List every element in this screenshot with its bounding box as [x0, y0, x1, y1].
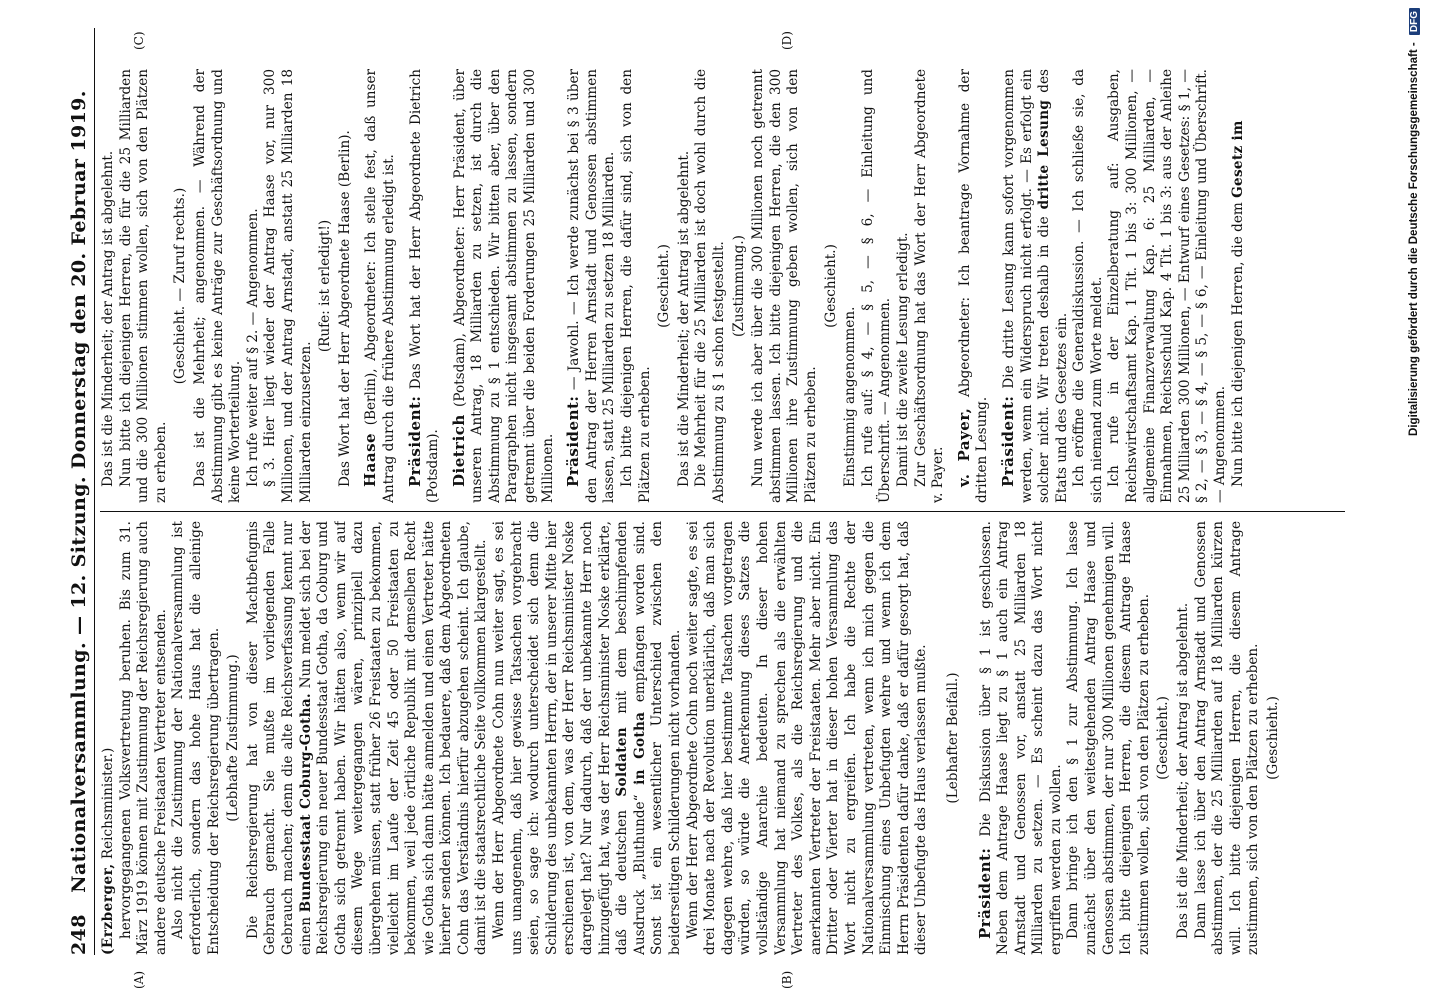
left-p9: Dann lasse ich über den Antrag Arnstadt und Genossen abstimmen, der die 25 Milliarden auf 18 Milliarden kürzen will. Ich bitte diejenigen Herren, die diesem Antrage zustimmen, sich von den Plätzen zu erheben. — [1192, 521, 1262, 955]
reaction: (Rufe: ist erledigt!) — [317, 219, 334, 353]
page-number: 248 — [68, 914, 90, 955]
page-content — [0, 28, 1380, 989]
right-p14: Nun werde ich aber über die 300 Millionen noch getrennt abstimmen lassen. Ich bitte diejenigen Herren, die den 300 Millionen ihre Zustimmung geben wollen, sich von den Plätzen zu erheben. — [750, 69, 819, 503]
right-p19-text: Abgeordneter: Ich beantrage Vornahme der dritten Lesung. — [956, 69, 991, 503]
left-p1 — [100, 521, 118, 955]
left-p3 — [245, 521, 491, 955]
right-p19 — [956, 69, 992, 503]
right-p12: Das ist die Minderheit; der Antrag ist abgelehnt. — [675, 150, 692, 487]
right-p21: Ich eröffne die Generaldiskussion. — Ich schließe sie, da sich niemand zum Worte meldet. — [1071, 69, 1105, 503]
right-p7 — [362, 69, 398, 503]
reaction: (Lebhafte Zustimmung.) — [225, 654, 242, 822]
right-p17: Damit ist die zweite Lesung erledigt. — [894, 232, 911, 487]
reaction: (Geschieht.) — [822, 244, 839, 328]
running-head — [68, 28, 94, 955]
right-p20-text: Die dritte Lesung kann sofort vorgenommen werden, wenn ein Widerspruch nicht erfolgt. — Es erfolgt ein solcher nicht. Wir treten deshalb in die — [1000, 69, 1053, 503]
left-p1-text: hervorgegangenen Volksvertretung beruhen. Bis zum 31. März 1919 können mit Zustimmung der Reichsregierung auch andere deutsche Freistaaten Vertreter entsenden. — [117, 521, 169, 955]
speaker-dietrich: Dietrich — [449, 414, 468, 487]
dritte-lesung-bold: dritte Lesung — [1036, 99, 1053, 210]
margin-mark-b: (B) — [780, 970, 794, 989]
dfg-logo: DFG — [1409, 8, 1420, 35]
right-p4: Ich rufe weiter auf § 2. — Angenommen. — [244, 208, 261, 487]
left-p6-text: Die Diskussion über § 1 ist geschlossen. Neben dem Antrage Haase liegt zu § 1 auch ein Antrag Arnstadt und Genossen vor, anstatt 25 Milliarden 18 Milliarden zu setzen. — Es scheint dazu das Wort nicht ergriffen werden zu wollen. — [977, 521, 1064, 955]
right-p5: § 3. Hier liegt wieder der Antrag Haase vor, nur 300 Millionen, und der Antrag Arnstadt, anstatt 25 Milliarden 18 Milliarden einzusetzen. — [262, 69, 314, 503]
right-p23-pre: Nun bitte ich diejenigen Herren, die dem — [1229, 202, 1246, 487]
soldaten-bold: Soldaten — [614, 727, 631, 797]
right-p8 — [407, 69, 443, 503]
reaction: (Geschieht.) — [1155, 696, 1172, 780]
in-gotha-bold: in Gotha — [631, 711, 648, 785]
speaker-praesident: Präsident: — [564, 395, 583, 487]
reaction: (Zustimmung.) — [730, 235, 747, 337]
reaction: (Geschieht.) — [1265, 696, 1281, 780]
right-p11: Ich bitte diejenigen Herren, die dafür sind, sich von den Plätzen zu erheben. — [619, 69, 653, 503]
left-p4 — [491, 521, 685, 955]
digitization-note — [1408, 8, 1428, 988]
gesetz-bold: Gesetz im — [1229, 120, 1246, 198]
left-p4-pre: Wenn der Herr Abgeordnete Cohn nun weiter sagt, es sei uns unangenehm, daß hier gewisse Tatsachen vorgebracht seien, so sage ich: wodurch unterscheidet sich denn die Schilderung des unbekannten Herrn, der in unserer Mitte hier erschienen ist, von dem, was der Herr Reichsminister Noske dargelegt hat? Nur dadurch, daß der unbekannte Herr noch hinzugefügt hat, was der Herr Reichsminister Noske erklärte, daß die deutschen — [491, 521, 631, 955]
reaction: (Geschieht.) — [656, 244, 673, 328]
right-column — [100, 69, 1350, 503]
left-p5: Wenn der Herr Abgeordnete Cohn noch weiter sagte, es sei drei Monate nach der Revolution unerklärlich, daß man sich dagegen wehre, daß hier bestimmte Tatsachen vorgetragen würden, so würde die Anerkennung dieses Satzes die vollständige Anarchie bedeuten. In dieser hohen Versammlung hat niemand zu sprechen als die erwählten Vertreter des Volkes, als die Reichsregierung und die anerkannten Vertreter der Freistaaten. Mehr aber nicht. Ein Dritter oder Vierter hat in dieser hohen Versammlung das Wort nicht zu ergreifen. Ich habe die Rechte der Nationalversammlung vertreten, wenn ich mich gegen die Einmischung eines Unbefugten wehre und wenn ich dem Herrn Präsidenten dafür danke, daß er dafür gesorgt hat, daß dieser Unbefugte das Haus verlassen mußte. — [684, 521, 930, 955]
left-column — [100, 521, 1350, 955]
column-divider — [100, 511, 1345, 512]
right-p8-text: Das Wort hat der Herr Abgeordnete Dietrich (Potsdam). — [407, 69, 442, 503]
right-p15: Einstimmig angenommen. — [842, 306, 859, 487]
speaker-praesident: Präsident: — [975, 847, 994, 939]
right-p7-text: (Berlin), Abgeordneter: Ich stelle fest, daß unser Antrag durch die frühere Abstimmung erledigt ist. — [363, 69, 397, 503]
right-p13: Die Mehrheit für die 25 Milliarden ist doch wohl durch die Abstimmung zu § 1 schon festgestellt. — [693, 69, 727, 503]
left-p4-mid: mit dem beschimpfenden Ausdruck „Bluthunde“ — [614, 521, 648, 955]
left-p4-post: empfangen worden sind. Sonst ist ein wesentlicher Unterschied zwischen den beiderseitigen Schilderungen nicht vorhanden. — [631, 521, 683, 955]
left-p3-post: Nun meldet sich bei der Reichsregierung ein neuer Bundesstaat Gotha, da Coburg und Gotha sich getrennt haben. Wir hätten also, wenn wir auf diesem Wege weitergegangen wären, prinzipiell dazu übergehen müssen, statt früher 26 Freistaaten zu bekommen, vielleicht im Laufe der Zeit 45 oder 50 Freistaaten zu bekommen, weil jede örtliche Republik mit demselben Recht wie Gotha sich dann hätte anmelden und einen Vertreter hätte hierher senden können. Ich bedauere, daß dem Abgeordneten Cohn das Verständnis hierfür abzugehen scheint. Ich glaube, damit ist die staatsrechtliche Seite vollkommen klargestellt. — [297, 521, 490, 955]
right-p3: Das ist die Mehrheit; angenommen. — Während der Abstimmung gibt es keine Anträge zur Geschäftsordnung und keine Worterteilung. — [191, 69, 244, 503]
running-head-title: Nationalversammlung. — 12. Sitzung. Donnerstag den 20. Februar 1919. — [68, 90, 90, 893]
margin-mark-a: (A) — [132, 970, 146, 989]
left-p3-pre: Die Reichsregierung hat von dieser Machtbefugnis Gebrauch gemacht. Sie mußte im vorliegenden Falle Gebrauch machen; denn die alte Reichsverfassung kennt nur einen — [244, 521, 314, 955]
right-p1: Das ist die Minderheit; der Antrag ist abgelehnt. — [100, 150, 116, 487]
right-p2: Nun bitte ich diejenigen Herren, die für die 25 Milliarden und die 300 Millionen stimmen wollen, sich von den Plätzen zu erheben. — [117, 69, 169, 503]
margin-mark-d: (D) — [780, 31, 794, 50]
speaker-erzberger: (Erzberger, — [100, 863, 116, 955]
speaker-role: Reichsminister.) — [100, 747, 116, 860]
speaker-payer: v. Payer, — [954, 407, 973, 487]
digitization-text: Digitalisierung gefördert durch die Deutsche Forschungsgemeinschaft - — [1408, 42, 1420, 436]
right-p20 — [1000, 69, 1071, 503]
reaction: (Lebhafter Beifall.) — [944, 672, 961, 804]
reaction: (Geschieht. — Zuruf rechts.) — [172, 187, 189, 385]
right-p22: Ich rufe in der Einzelberatung auf: Ausgaben, Reichswirtschaftsamt Kap. 1 Tit. 1 bis 3: 300 Millionen, — allgemeine Finanzverwaltung Kap. 6: 25 Milliarden, — Einnahmen, Reichsschuld Kap. 4 Tit. 1 bis 3: aus der Anleihe 25 Milliarden 300 Millionen, — Entwurf eines Gesetzes: § 1, — § 2, — § 3, — § 4, — § 5, — § 6, — Einleitung und Überschrift. — Angenommen. — [1106, 69, 1229, 503]
speaker-praesident: Präsident: — [998, 395, 1017, 487]
right-p23 — [1230, 69, 1248, 503]
left-p8: Das ist die Minderheit; der Antrag ist abgelehnt. — [1175, 602, 1192, 939]
margin-mark-c: (C) — [132, 31, 146, 50]
header-rule — [94, 28, 95, 955]
right-p6: Das Wort hat der Herr Abgeordnete Haase (Berlin). — [336, 130, 353, 487]
right-p10 — [565, 69, 619, 503]
right-p9 — [451, 69, 558, 503]
right-p9-text: (Potsdam), Abgeordneter: Herr Präsident, über unseren Antrag, 18 Milliarden zu setzen, ist durch die Abstimmung zu § 1 entschieden. Wir bitten aber, über den Paragraphen nicht insgesamt abstimmen zu lassen, sondern getrennt über die beiden Forderungen 25 Milliarden und 300 Millionen. — [451, 69, 556, 503]
right-p10-text: — Jawohl. — Ich werde zunächst bei § 3 über den Antrag der Herren Arnstadt und Genossen abstimmen lassen, statt 25 Milliarden zu setzen 18 Milliarden. — [566, 69, 618, 503]
coburg-gotha-bold: Bundesstaat Coburg-Gotha. — [297, 693, 314, 913]
left-p7: Dann bringe ich den § 1 zur Abstimmung. Ich lasse zunächst über den weitestgehenden Antrag Haase und Genossen abstimmen, der nur 300 Millionen genehmigen will. Ich bitte diejenigen Herren, die diesem Antrage Haase zustimmen wollen, sich von den Plätzen zu erheben. — [1065, 521, 1152, 955]
speaker-haase: Haase — [361, 432, 380, 487]
right-p18: Zur Geschäftsordnung hat das Wort der Herr Abgeordnete v. Payer. — [912, 69, 947, 503]
right-p20-post: des Etats und des Gesetzes ein. — [1036, 69, 1070, 503]
right-p16: Ich rufe auf: § 4, — § 5, — § 6, — Einleitung und Überschrift. — Angenommen. — [859, 69, 894, 503]
speaker-praesident: Präsident: — [405, 395, 424, 487]
left-p2: Also nicht die Zustimmung der Nationalversammlung ist erforderlich, sondern das hohe Haus hat die alleinige Entscheidung der Reichsregierung übertragen. — [170, 521, 222, 955]
left-p6 — [977, 521, 1066, 955]
